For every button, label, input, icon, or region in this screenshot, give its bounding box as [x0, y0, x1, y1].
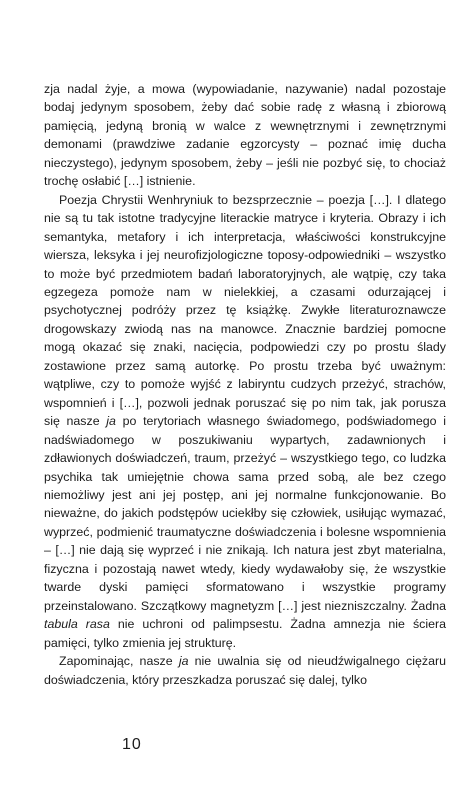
italic-term: ja — [106, 414, 116, 429]
italic-term: tabula rasa — [44, 617, 110, 632]
text-run: po terytoriach własnego świadomego, podświadomego i nadświadomego w poszukiwaniu wypartych, zadawnionych i zdławionych doświadczeń, traum, przeżyć – wszystkiego tego, co ludzka psychika tak umiejętnie chowa sama przed sobą, ale bez czego niemożliwy jest ani jej postęp, ani jej normalne funkcjonowanie. Bo nieważne, do jakich podstępów uciekłby się człowiek, usiłując wymazać, wyprzeć, podmienić traumatyczne doświadczenia i bolesne wspomnienia – […] nie dają się wyprzeć i nie znikają. Ich natura jest zbyt materialna, fizyczna i pozostają nawet wtedy, kiedy wydawałoby się, że wszystkie twarde dyski pamięci sformatowano i wszystkie programy przeinstalowano. Szczątkowy magnetyzm […] jest niezniszczalny. Żadna — [44, 414, 446, 613]
italic-term: ja — [178, 654, 189, 669]
text-run: nie uwalnia się od nieudźwigalnego ciężaru doświadczenia, który przeszkadza poruszać się dalej, tylko — [44, 654, 446, 687]
text-run: Poezja Chrystii Wenhryniuk to bezsprzecznie – poezja […]. I dlatego nie są tu tak istotne tradycyjne literackie matryce i kryteria. Obrazy i ich semantyka, metafory i ich interpretacja, właściwości konstrukcyjne wiersza, leksyka i jej neurofizjologiczne toposy-odpowiedniki – wszystko to może być przedmiotem badań laboratoryjnych, ale wątpię, czy taka egzegeza pomoże nam w nielekkiej, a czasami odurzającej i psychotycznej podróży przez tę książkę. Zwykłe literaturoznawcze drogowskazy zwiodą nas na manowce. Znacznie bardziej pomocne mogą okazać się znaki, nacięcia, podpowiedzi czy po prostu ślady zostawione przez samą autorkę. Po prostu trzeba być uważnym: wątpliwe, czy to pomoże wyjść z labiryntu cudzych przeżyć, strachów, wspomnień i […], pozwoli jednak poruszać się po nim tak, jak porusza się nasze — [44, 192, 446, 429]
page-number: 10 — [122, 736, 142, 753]
text-run: nie uchroni od palimpsestu. Żadna amnezja nie ściera pamięci, tylko zmienia jej strukturę. — [44, 617, 446, 650]
text-run: zja nadal żyje, a mowa (wypowiadanie, nazywanie) nadal pozostaje bodaj jedynym sposobem, żeby dać sobie radę z własną i zbiorową pamięcią, jedyną bronią w walce z wewnętrznymi i zewnętrznymi demonami (prawdziwe zadanie egzorcysty – poznać imię ducha nieczystego), jedynym sposobem, żeby – jeśli nie pozbyć się, to chociaż trochę osłabić […] istnienie. — [44, 82, 446, 189]
body-text — [44, 80, 446, 689]
paragraph-poetry-analysis — [44, 191, 446, 652]
paragraph-forgetting — [44, 652, 446, 689]
paragraph-continued — [44, 80, 446, 191]
text-run: Zapominając, nasze — [59, 654, 179, 669]
